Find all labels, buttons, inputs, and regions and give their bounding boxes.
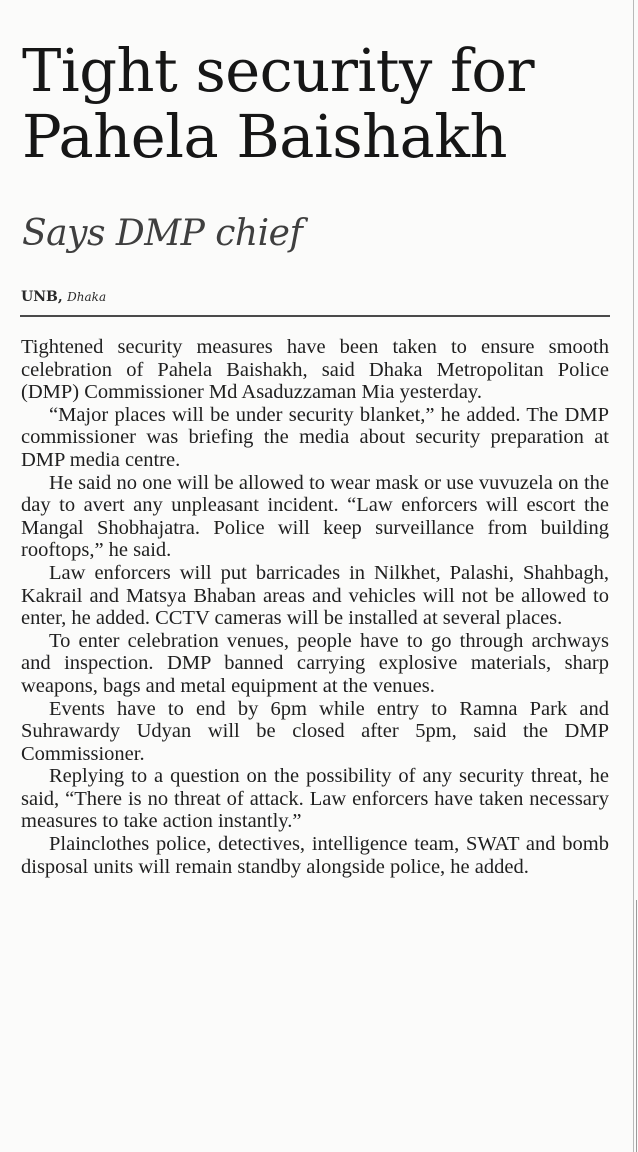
paragraph-6: Events have to end by 6pm while entry to Ramna Park and Suhrawardy Udyan will be closed after 5pm, said the DMP Commissioner. bbox=[21, 697, 609, 765]
byline-place: Dhaka bbox=[67, 290, 107, 304]
headline-line-1: Tight security for bbox=[22, 36, 535, 105]
paragraph-5: To enter celebration venues, people have to go through archways and inspection. DMP banned carrying explosive materials, sharp weapons, bags and metal equipment at the venues. bbox=[21, 629, 609, 697]
article-body bbox=[21, 336, 609, 878]
paragraph-1: Tightened security measures have been taken to ensure smooth celebration of Pahela Baishakh, said Dhaka Metropolitan Police (DMP) Commissioner Md Asaduzzaman Mia yesterday. bbox=[21, 336, 609, 404]
headline-line-2: Pahela Baishakh bbox=[22, 102, 508, 171]
paragraph-3: He said no one will be allowed to wear mask or use vuvuzela on the day to avert any unpleasant incident. “Law enforcers will escort the Mangal Shobhajatra. Police will keep surveillance from building rooftops,” he said. bbox=[21, 471, 609, 562]
paragraph-2: “Major places will be under security blanket,” he added. The DMP commissioner was briefing the media about security preparation at DMP media centre. bbox=[21, 403, 609, 471]
byline-divider bbox=[20, 315, 610, 317]
paragraph-8: Plainclothes police, detectives, intelligence team, SWAT and bomb disposal units will remain standby alongside police, he added. bbox=[21, 833, 609, 878]
byline bbox=[21, 288, 106, 306]
clipping-edge-line bbox=[633, 0, 634, 1152]
headline bbox=[22, 38, 622, 170]
paragraph-4: Law enforcers will put barricades in Nilkhet, Palashi, Shahbagh, Kakrail and Matsya Bhaban areas and vehicles will not be allowed to enter, he added. CCTV cameras will be installed at several places. bbox=[21, 561, 609, 630]
paragraph-7: Replying to a question on the possibility of any security threat, he said, “There is no threat of attack. Law enforcers have taken necessary measures to take action instantly.” bbox=[21, 765, 609, 833]
byline-agency: UNB, bbox=[21, 289, 63, 305]
clipping-edge-line-lower bbox=[636, 900, 637, 1152]
subheadline: Says DMP chief bbox=[22, 213, 303, 254]
